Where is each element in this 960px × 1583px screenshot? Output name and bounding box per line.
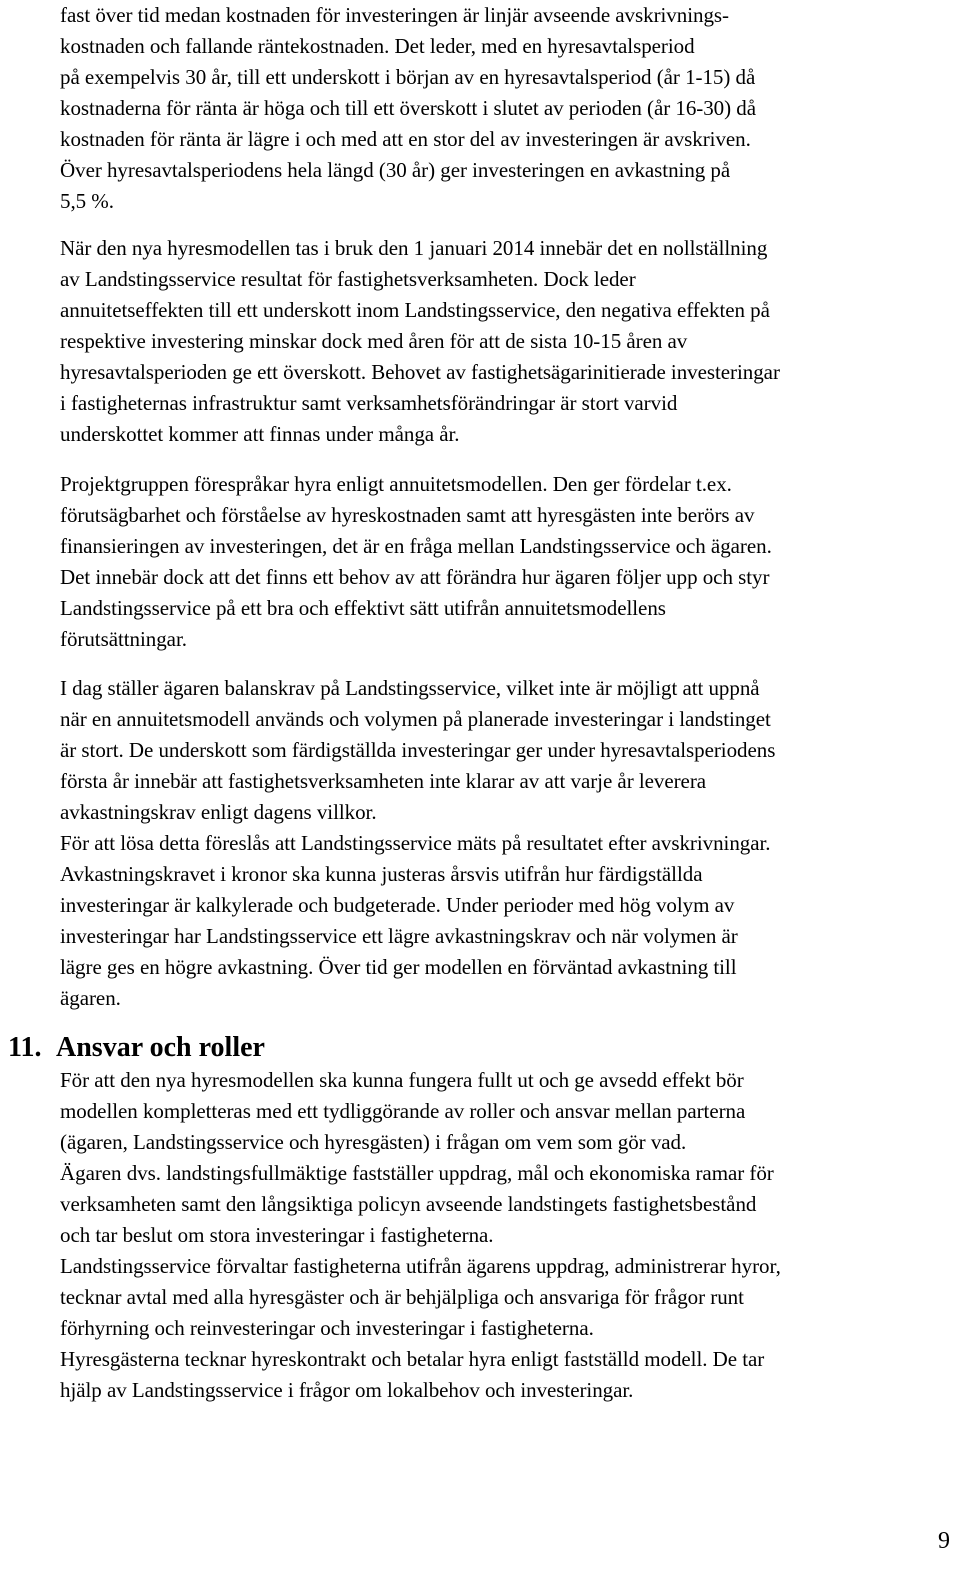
text-line: första år innebär att fastighetsverksamheten inte klarar av att varje år leverera xyxy=(60,769,707,793)
text-line: När den nya hyresmodellen tas i bruk den 1 januari 2014 innebär det en nollställning xyxy=(60,236,768,260)
section-number: 11. xyxy=(8,1032,42,1063)
text-line: avkastningskrav enligt dagens villkor. xyxy=(60,800,377,824)
text-line: när en annuitetsmodell används och volymen på planerade investeringar i landstinget xyxy=(60,707,771,731)
paragraph-project-group xyxy=(60,469,950,655)
page-number: 9 xyxy=(938,1528,950,1554)
text-line: respektive investering minskar dock med åren för att de sista 10-15 åren av xyxy=(60,329,688,353)
text-line: (ägaren, Landstingsservice och hyresgästen) i frågan om vem som gör vad. xyxy=(60,1130,687,1154)
text-line: investeringar har Landstingsservice ett lägre avkastningskrav och när volymen är xyxy=(60,924,738,948)
text-line: kostnaden och fallande räntekostnaden. Det leder, med en hyresavtalsperiod xyxy=(60,34,695,58)
text-line: annuitetseffekten till ett underskott inom Landstingsservice, den negativa effekten på xyxy=(60,298,770,322)
text-line: Ägaren dvs. landstingsfullmäktige fastställer uppdrag, mål och ekonomiska ramar för xyxy=(60,1161,774,1185)
text-line: på exempelvis 30 år, till ett underskott i början av en hyresavtalsperiod (år 1-15) då xyxy=(60,65,756,89)
text-line: Hyresgästerna tecknar hyreskontrakt och betalar hyra enligt fastställd modell. De tar xyxy=(60,1347,765,1371)
text-line: För att lösa detta föreslås att Landstingsservice mäts på resultatet efter avskrivningar. xyxy=(60,831,771,855)
text-line: lägre ges en högre avkastning. Över tid ger modellen en förväntad avkastning till xyxy=(60,955,737,979)
text-line: 5,5 %. xyxy=(60,189,114,213)
text-line: förutsättningar. xyxy=(60,627,187,651)
text-line: underskottet kommer att finnas under många år. xyxy=(60,422,460,446)
text-line: Avkastningskravet i kronor ska kunna justeras årsvis utifrån hur färdigställda xyxy=(60,862,703,886)
text-line: Över hyresavtalsperiodens hela längd (30 år) ger investeringen en avkastning på xyxy=(60,158,731,182)
text-line: För att den nya hyresmodellen ska kunna fungera fullt ut och ge avsedd effekt bör xyxy=(60,1068,744,1092)
paragraph-roles-responsibilities xyxy=(60,1065,950,1406)
text-line: kostnaden för ränta är lägre i och med att en stor del av investeringen är avskriven. xyxy=(60,127,751,151)
text-line: tecknar avtal med alla hyresgäster och är behjälpliga och ansvariga för frågor runt xyxy=(60,1285,744,1309)
text-line: förhyrning och reinvesteringar och investeringar i fastigheterna. xyxy=(60,1316,594,1340)
text-line: är stort. De underskott som färdigställda investeringar ger under hyresavtalsperiodens xyxy=(60,738,776,762)
paragraph-annuity-effect xyxy=(60,0,950,217)
paragraph-new-rent-model xyxy=(60,233,950,450)
text-line: finansieringen av investeringen, det är en fråga mellan Landstingsservice och ägaren. xyxy=(60,534,772,558)
text-line: Projektgruppen förespråkar hyra enligt annuitetsmodellen. Den ger fördelar t.ex. xyxy=(60,472,732,496)
section-title: Ansvar och roller xyxy=(56,1032,265,1063)
text-line: av Landstingsservice resultat för fastighetsverksamheten. Dock leder xyxy=(60,267,636,291)
text-line: Landstingsservice förvaltar fastigheterna utifrån ägarens uppdrag, administrerar hyror, xyxy=(60,1254,781,1278)
text-line: fast över tid medan kostnaden för investeringen är linjär avseende avskrivnings- xyxy=(60,3,729,27)
text-line: Det innebär dock att det finns ett behov av att förändra hur ägaren följer upp och styr xyxy=(60,565,770,589)
text-line: förutsägbarhet och förståelse av hyreskostnaden samt att hyresgästen inte berörs av xyxy=(60,503,755,527)
text-line: verksamheten samt den långsiktiga policyn avseende landstingets fastighetsbestånd xyxy=(60,1192,757,1216)
text-line: i fastigheternas infrastruktur samt verksamhetsförändringar är stort varvid xyxy=(60,391,678,415)
section-heading xyxy=(8,1031,265,1065)
text-line: och tar beslut om stora investeringar i fastigheterna. xyxy=(60,1223,494,1247)
text-line: hjälp av Landstingsservice i frågor om lokalbehov och investeringar. xyxy=(60,1378,634,1402)
paragraph-balance-requirement xyxy=(60,673,950,1014)
text-line: investeringar är kalkylerade och budgeterade. Under perioder med hög volym av xyxy=(60,893,735,917)
text-line: I dag ställer ägaren balanskrav på Landstingsservice, vilket inte är möjligt att uppnå xyxy=(60,676,760,700)
text-line: modellen kompletteras med ett tydliggörande av roller och ansvar mellan parterna xyxy=(60,1099,746,1123)
text-line: kostnaderna för ränta är höga och till ett överskott i slutet av perioden (år 16-30) då xyxy=(60,96,756,120)
text-line: ägaren. xyxy=(60,986,121,1010)
text-line: hyresavtalsperioden ge ett överskott. Behovet av fastighetsägarinitierade investeringar xyxy=(60,360,780,384)
text-line: Landstingsservice på ett bra och effektivt sätt utifrån annuitetsmodellens xyxy=(60,596,666,620)
